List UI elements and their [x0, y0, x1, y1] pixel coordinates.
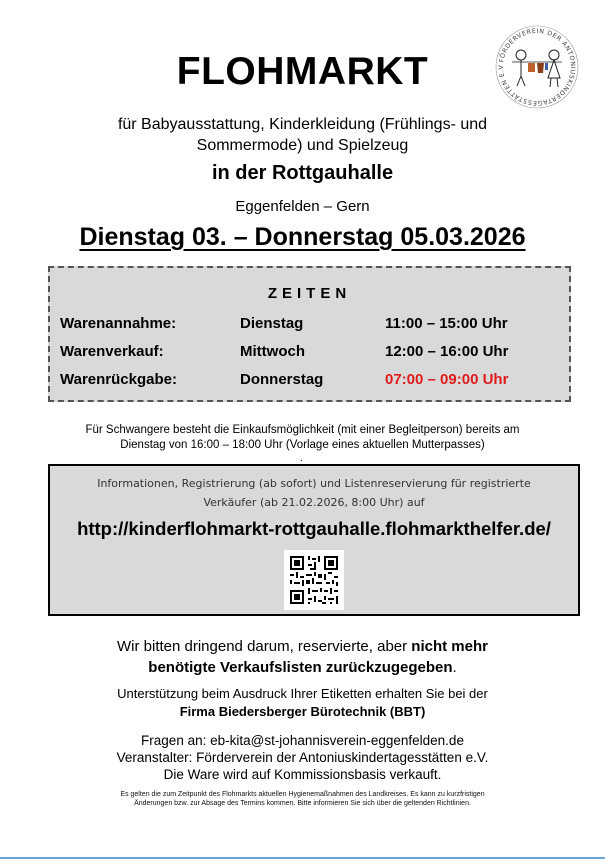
pregnant-line: Dienstag von 16:00 – 18:00 Uhr (Vorlage eines aktuellen Mutterpasses) [120, 439, 485, 451]
times-heading: ZEITEN [267, 285, 352, 302]
times-row [50, 371, 569, 393]
fineprint [60, 790, 545, 808]
pregnant-line: Für Schwangere besteht die Einkaufsmöglichkeit (mit einer Begleitperson) bereits am [85, 424, 520, 436]
notice-text: . [452, 659, 457, 676]
title: FLOHMARKT [176, 50, 429, 93]
contact-commission: Die Ware wird auf Kommissionsbasis verkauft. [163, 767, 442, 782]
times-row-time-highlight: 07:00 – 09:00 Uhr [385, 371, 509, 388]
pregnant-info [40, 423, 565, 453]
notice-bold: benötigte Verkaufslisten zurückzugegeben [148, 659, 453, 676]
bottom-divider [0, 857, 605, 859]
fineprint-line: Es gelten die zum Zeitpunkt des Flohmarkts aktuellen Hygienemaßnahmen des Landkreises. Es kann zu kurzfristigen [120, 791, 485, 798]
times-row-label: Warenrückgabe: [60, 371, 177, 388]
contact-questions: Fragen an: eb-kita@st-johannisverein-eggenfelden.de [141, 733, 464, 748]
dot: . [300, 453, 303, 464]
times-row-time: 11:00 – 15:00 Uhr [385, 315, 508, 332]
return-notice [60, 636, 545, 678]
notice-text: Wir bitten dringend darum, reservierte, aber [117, 638, 412, 655]
fineprint-line: Änderungen bzw. zur Absage des Termins kommen. Bitte informieren Sie sich über die geltenden Richtlinien. [134, 800, 471, 807]
location: in der Rottgauhalle [211, 162, 394, 184]
times-row-day: Donnerstag [240, 371, 324, 388]
contact-organizer: Veranstalter: Förderverein der Antoniuskindertagesstätten e.V. [116, 750, 489, 765]
times-row-day: Dienstag [240, 315, 304, 332]
town: Eggenfelden – Gern [235, 198, 370, 215]
qr-code-icon[interactable] [284, 550, 344, 610]
subtitle-line: Sommermode) und Spielzeug [196, 137, 409, 154]
times-row-time: 12:00 – 16:00 Uhr [385, 343, 509, 360]
times-row-label: Warenannahme: [60, 315, 177, 332]
contact-info [60, 732, 545, 783]
times-row [50, 315, 569, 337]
subtitle [100, 114, 505, 156]
times-row [50, 343, 569, 365]
info-box [48, 464, 580, 616]
info-line: Informationen, Registrierung (ab sofort) und Listenreservierung für registrierte [97, 477, 531, 490]
registration-url[interactable]: http://kinderflohmarkt-rottgauhalle.flohmarkthelfer.de/ [77, 518, 551, 539]
info-line: Verkäufer (ab 21.02.2026, 8:00 Uhr) auf [203, 496, 425, 509]
support-line: Unterstützung beim Ausdruck Ihrer Etiketten erhalten Sie bei der [117, 686, 488, 701]
times-box [48, 266, 571, 402]
subtitle-line: für Babyausstattung, Kinderkleidung (Frühlings- und [117, 116, 488, 133]
support-firm: Firma Biedersberger Bürotechnik (BBT) [179, 704, 426, 719]
notice-bold: nicht mehr [411, 638, 488, 655]
info-text [70, 474, 558, 512]
support-info [60, 685, 545, 721]
date-range: Dienstag 03. – Donnerstag 05.03.2026 [79, 223, 526, 251]
logo-ring-text: FÖRDERVEREIN DER ANTONIUSKINDERTAGESSTÄTTEN E.V [497, 27, 577, 107]
times-row-label: Warenverkauf: [60, 343, 164, 360]
times-row-day: Mittwoch [240, 343, 305, 360]
